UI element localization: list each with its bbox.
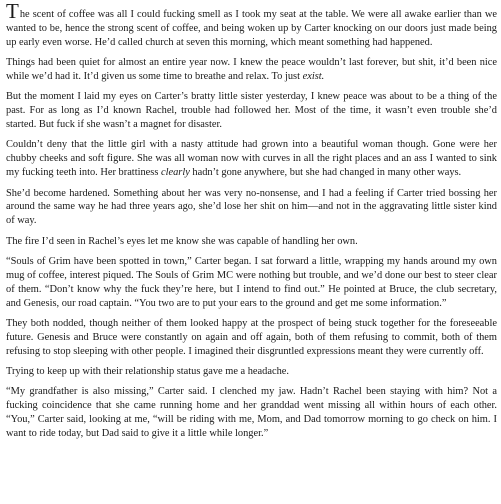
paragraph-2: [6, 56, 497, 84]
emphasis-text: exist.: [302, 71, 325, 83]
paragraph-8: [6, 317, 497, 359]
paragraph-text: “Souls of Grim have been spotted in town,” Carter began. I sat forward a little, wrapping my hands around my own mug of coffee, interest piqued. The Souls of Grim MC were nothing but trouble, and we’d done our best to steer clear of them. “Don’t know why the fuck they’re here, but I intend to find out.” He pointed at Bruce, the club secretary, and Genesis, our road captain. “You two are to put your ears to the ground and get me some information.”: [6, 255, 497, 309]
paragraph-6: [6, 235, 497, 249]
paragraph-text: he scent of coffee was all I could fucking smell as I took my seat at the table. We were all awake earlier than we wanted to be, hence the strong scent of coffee, and being woken up by Carter knocking on our doors just made being up early even worse. He’d called church at seven this morning, which meant something had happened.: [6, 9, 497, 48]
paragraph-4: [6, 138, 497, 180]
paragraph-text: They both nodded, though neither of them looked happy at the prospect of being stuck together for the foreseeable future. Genesis and Bruce were constantly on again and off again, both of them refusing to commit, both of them refusing to stop sleeping with other people. I imagined their disgruntled expressions meant they were currently off.: [6, 317, 497, 357]
paragraph-text: But the moment I laid my eyes on Carter’s bratty little sister yesterday, I knew peace was about to be a thing of the past. For as long as I’d known Rachel, trouble had followed her. Most of the time, it wasn’t even trouble she’d started. But fuck if she wasn’t a magnet for disaster.: [6, 91, 497, 131]
drop-cap: T: [6, 0, 19, 23]
paragraph-5: [6, 187, 497, 229]
paragraph-text: She’d become hardened. Something about her was very no-nonsense, and I had a feeling if Carter tried bossing her around the same way he had three years ago, she’d lose her shit on him—and not in the aggravating little sister kind of way.: [6, 187, 497, 227]
paragraph-text: The fire I’d seen in Rachel’s eyes let me know she was capable of handling her own.: [6, 235, 358, 247]
paragraph-3: [6, 90, 497, 132]
paragraph-text: “My grandfather is also missing,” Carter said. I clenched my jaw. Hadn’t Rachel been staying with him? Not a fucking coincidence that she came running home and her granddad went missing all within hours of each other. “You,” Carter said, looking at me, “will be riding with me, Mom, and Dad tomorrow morning to go check on him. I want to ride today, but Dad said to give it a little while longer.”: [6, 386, 497, 440]
paragraph-text: hadn’t gone anywhere, but she had changed in many other ways.: [189, 167, 462, 179]
paragraph-7: [6, 255, 497, 311]
paragraph-1: [6, 0, 497, 50]
emphasis-text: clearly: [160, 167, 190, 179]
paragraph-text: Couldn’t deny that the little girl with a nasty attitude had grown into a beautiful woman though. Gone were her chubby cheeks and soft figure. She was all woman now with curves in all the right places and an ass I wanted to sink my fucking teeth into. Her brattiness: [6, 139, 497, 179]
paragraph-text: Things had been quiet for almost an entire year now. I knew the peace wouldn’t last forever, but shit, it’d been nice while we’d had it. It’d given us some time to breathe and relax. To just: [6, 57, 497, 83]
paragraph-text: Trying to keep up with their relationship status gave me a headache.: [6, 366, 289, 378]
paragraph-10: [6, 385, 497, 441]
paragraph-9: [6, 365, 497, 379]
